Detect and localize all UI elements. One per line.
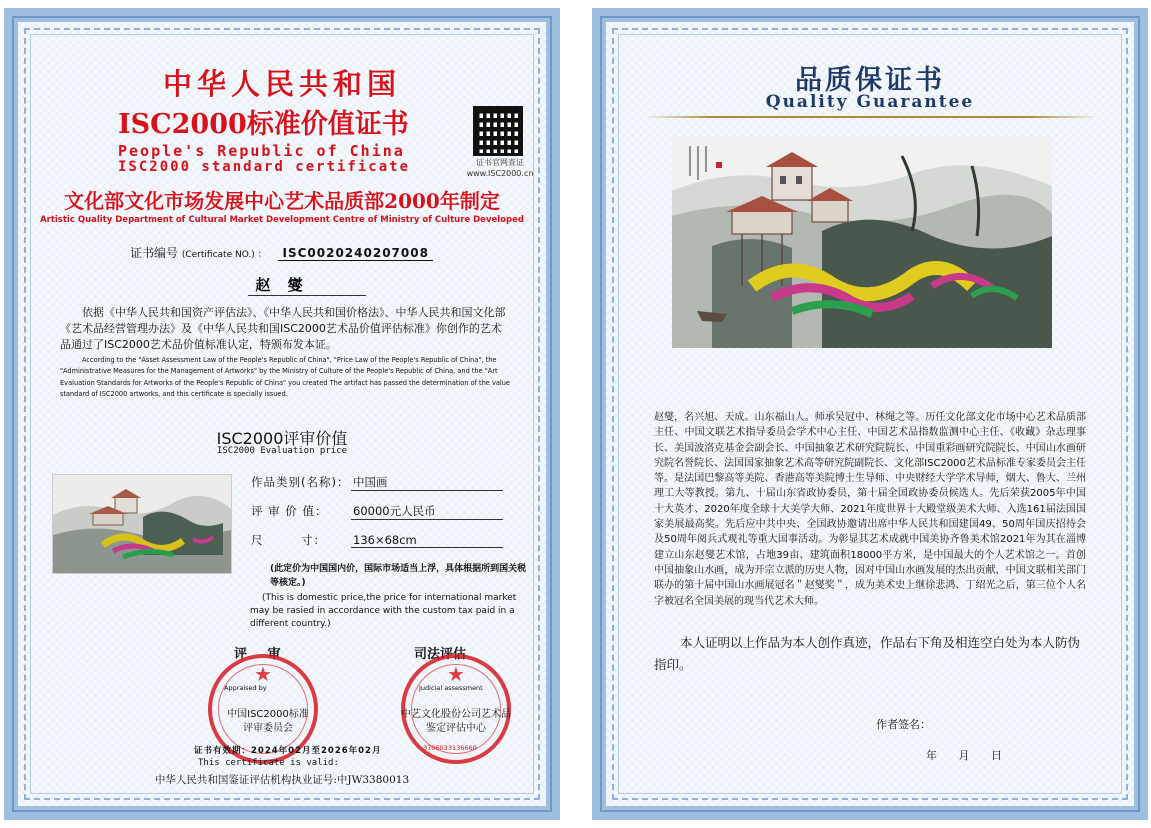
artwork-image bbox=[672, 136, 1052, 348]
field-category-label: 作品类别(名称)： bbox=[251, 475, 350, 489]
field-size-value: 136×68cm bbox=[351, 533, 503, 548]
field-size bbox=[251, 532, 503, 548]
field-value-label: 评 审 价 值： bbox=[251, 504, 328, 518]
seal2-line1: 中艺文化股份公司艺术品 bbox=[401, 709, 511, 720]
artwork-thumbnail bbox=[52, 474, 232, 574]
author-signature-label: 作者签名： bbox=[876, 718, 931, 731]
seal2-number: 3706033136660 bbox=[423, 744, 477, 752]
certificate-number-row bbox=[130, 244, 433, 261]
review-label: 评 审 bbox=[234, 647, 289, 662]
qr-code[interactable] bbox=[473, 106, 523, 156]
basis-text-cn: 依据《中华人民共和国资产评估法》、《中华人民共和国价格法》、中华人民共和国文化部《艺术品经营管理办法》及《中华人民共和国ISC2000艺术品价值评估标准》你创作的艺术品通过了ISC2000艺术品价值标准认定，特颁布发本证。 bbox=[60, 306, 506, 351]
certificate-title: ISC2000标准价值证书 bbox=[118, 109, 409, 140]
price-note-cn: (此定价为中国国内价，国际市场适当上浮，具体根据所到国关税等核定。) bbox=[270, 564, 527, 588]
certificate-title-en-1: People's Republic of China bbox=[118, 142, 405, 160]
seal1-line1: 中国ISC2000标准 bbox=[227, 709, 309, 720]
field-size-label: 尺 寸： bbox=[251, 533, 326, 547]
field-category bbox=[251, 474, 503, 491]
certificate-country-title: 中华人民共和国 bbox=[162, 67, 401, 101]
evaluation-title: ISC2000评审价值 bbox=[216, 429, 348, 448]
judicial-label: 司法评估 bbox=[414, 647, 467, 662]
qr-caption-url: www.ISC2000.cn bbox=[466, 169, 534, 178]
qr-caption-cn: 证书官网查证 bbox=[476, 158, 524, 167]
seal1-line2: 评审委员会 bbox=[243, 723, 293, 734]
qr-caption bbox=[466, 157, 534, 179]
date-label: 年 月 日 bbox=[926, 749, 1002, 762]
field-category-value: 中国画 bbox=[351, 474, 503, 491]
certificate-number: ISC0020240207008 bbox=[278, 246, 432, 261]
validity-cn: 证书有效期：2024年02月至2026年02月 bbox=[194, 746, 382, 756]
guarantee-title-cn: 品质保证书 bbox=[795, 65, 945, 96]
issuer-cn: 文化部文化市场发展中心艺术品质部2000年制定 bbox=[64, 189, 500, 213]
guarantee-title-en: Quality Guarantee bbox=[765, 92, 975, 112]
certificate-title-en-2: ISC2000 standard certificate bbox=[118, 159, 411, 175]
seal-star-icon: ★ bbox=[447, 662, 465, 686]
cert-no-label: 证书编号 bbox=[130, 246, 179, 260]
seal2-line2: 鉴定评估中心 bbox=[426, 723, 486, 734]
evaluation-title-en: ISC2000 Evaluation price bbox=[216, 446, 348, 456]
valuation-certificate-page bbox=[4, 8, 560, 820]
seal2-text bbox=[386, 708, 526, 736]
license-number: 中华人民共和国鉴证评估机构执业证号:中JW3380013 bbox=[154, 774, 410, 786]
basis-text-en: According to the "Asset Assessment Law of the People's Republic of China", "Price Law of the People's Republic of China", the "Administrative Measures for the Management of Artworks" by the Ministry of Culture of the People's Republic of China, and the "Art Evaluation Standards for Artworks of the People's Republic of China" you created The artifact has passed the determination of the value standard of ISC2000 artworks, and this certificate is specially issued. bbox=[60, 356, 510, 399]
artist-biography: 赵燮，名兴旭、天成。山东福山人。师承吴冠中、林绳之等。历任文化部文化市场中心艺术品质部主任、中国文联艺术指导委员会学术中心主任、中国艺术品指数监测中心主任、《收藏》杂志理事长、美国波洛克基金会副会长、中国抽象艺术研究院院长、中国重彩画研究院院长、中国山水画研究院名誉院长、法国国家抽象艺术高等研究院副院长、文化部ISC2000艺术品标准专家委员会主任等。是法国巴黎高等美院、香港高等美院博士生导师、中央财经大学学术导师，烟大、鲁大、兰州理工大等教授。第九、十届山东省政协委员，第十届全国政协委员候选人。先后荣获2005年中国十大英才、2020年度全球十大美学大师、2021年度世界十大殿堂级美术大师、入选161届法国国家美展最高奖。先后应中共中央、全国政协邀请出席中华人民共和国建国49、50周年国庆招待会及50周年阅兵式观礼等重大国事活动。为彰显其艺术成就中国美协齐鲁美术馆2021年为其在淄博建立山东赵燮艺术馆，占地39亩、建筑面积18000平方米，是中国最大的个人艺术馆之一。首创中国抽象山水画，成为开宗立派的历史人物，因对中国山水画发展的杰出贡献，中国文联相关部门联办的第十届中国山水画展冠名＂赵燮奖＂，成为美术史上继徐悲鸿、丁绍光之后，第三位个人名字被冠名全国美展的现当代艺术大师。 bbox=[654, 412, 1086, 607]
seal2-en: Judicial assessment bbox=[419, 684, 483, 692]
quality-guarantee-page bbox=[592, 8, 1148, 820]
cert-no-label-en: (Certificate NO.) ： bbox=[181, 250, 267, 260]
authenticity-statement: 本人证明以上作品为本人创作真迹，作品右下角及相连空白处为本人防伪指印。 bbox=[654, 635, 1081, 672]
seal1-text bbox=[208, 708, 328, 736]
field-value-value: 60000元人民币 bbox=[351, 503, 503, 520]
field-value bbox=[251, 503, 503, 520]
artist-name: 赵 燮 bbox=[255, 276, 309, 294]
title-divider bbox=[644, 116, 1098, 118]
name-underline bbox=[248, 295, 366, 296]
validity-en: This certificate is valid: bbox=[198, 758, 339, 768]
price-note-en: (This is domestic price,the price for international market may be rasied in accordance with the custom tax paid in a different country.) bbox=[250, 593, 517, 629]
seal1-en: Appraised by bbox=[224, 684, 267, 692]
seal-star-icon: ★ bbox=[254, 662, 272, 686]
issuer-en: Artistic Quality Department of Cultural Market Development Centre of Ministry of Culture Developed bbox=[40, 215, 524, 225]
